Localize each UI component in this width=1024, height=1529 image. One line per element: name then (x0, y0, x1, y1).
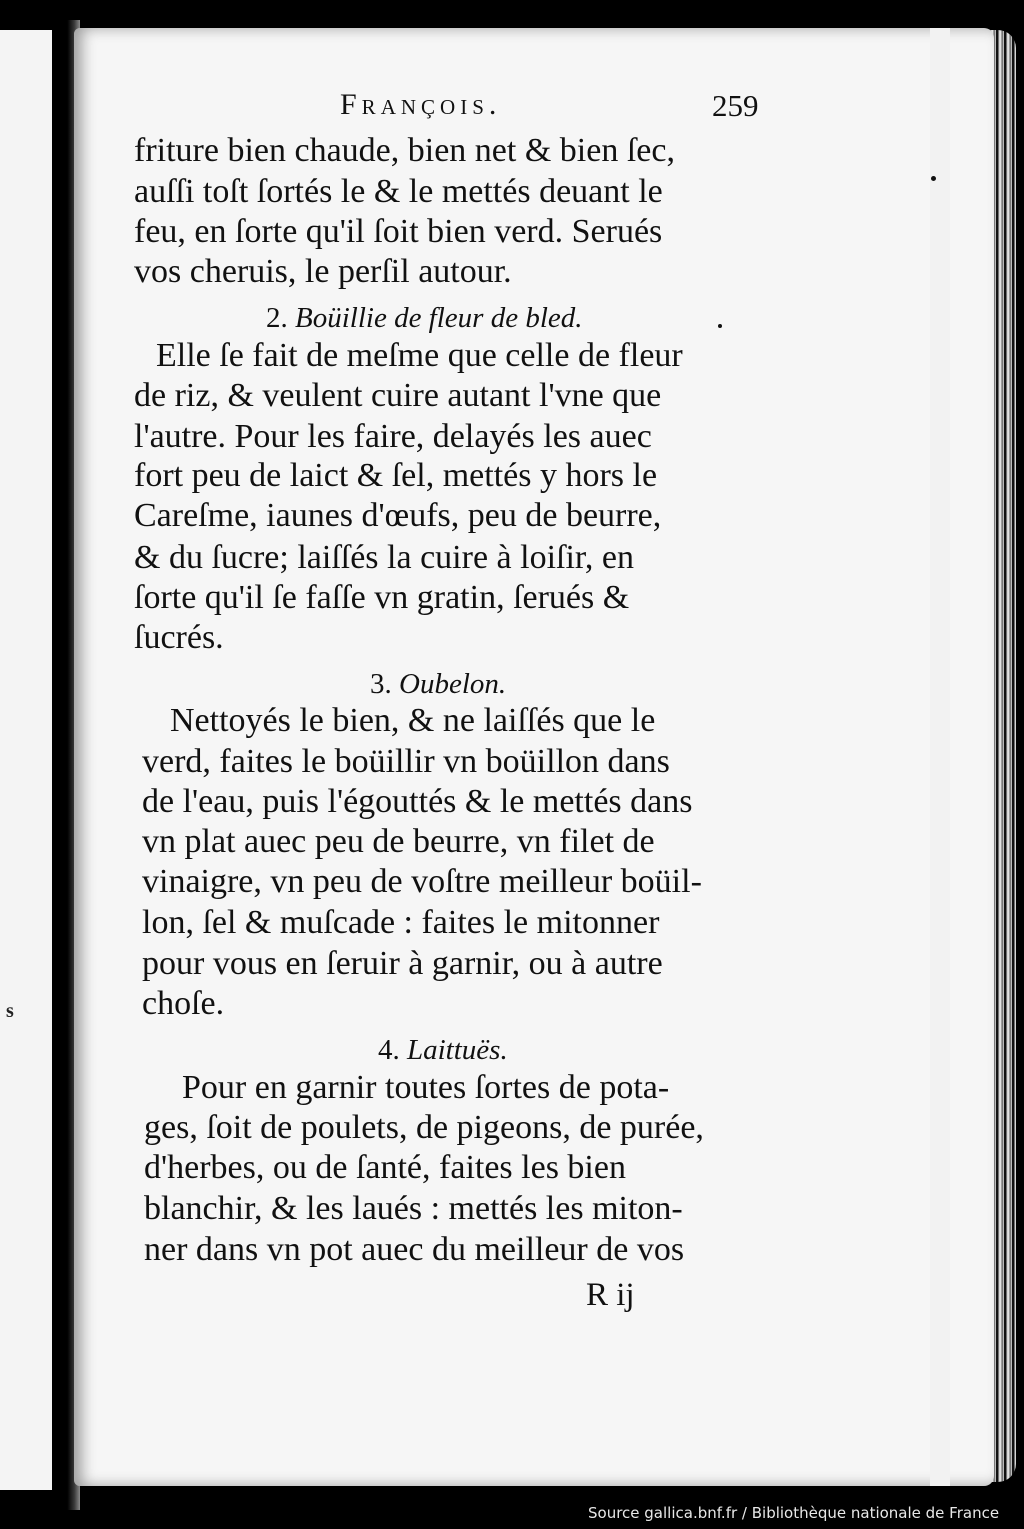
text-line: Nettoyés le bien, & ne laiſſés que le (170, 702, 656, 739)
section-heading (370, 664, 506, 704)
text-line: ner dans vn pot auec du meilleur de vos (144, 1231, 685, 1268)
previous-page-letter: s (6, 1000, 14, 1022)
section-title: Boüillie de fleur de bled. (295, 302, 583, 334)
text-line: Elle ſe fait de meſme que celle de fleur (156, 337, 683, 374)
speck (931, 176, 936, 181)
speck (718, 324, 722, 328)
signature-mark: R ij (586, 1277, 635, 1313)
section-number: 3. (370, 668, 392, 700)
source-credit: Source gallica.bnf.fr / Bibliothèque nationale de France (588, 1504, 1000, 1522)
text-line: auſſi toſt ſortés le & le mettés deuant le (134, 173, 663, 210)
text-line: & du ſucre; laiſſés la cuire à loiſir, en (134, 539, 634, 576)
section-number: 2. (266, 302, 288, 334)
previous-page-edge (0, 30, 52, 1490)
text-line: lon, ſel & muſcade : faites le mitonner (142, 904, 660, 941)
page-edge-shade (930, 28, 950, 1486)
text-line: ges, ſoit de poulets, de pigeons, de purée, (144, 1109, 704, 1146)
section-title: Oubelon. (399, 668, 507, 700)
page-number: 259 (712, 88, 759, 123)
section-heading (378, 1030, 508, 1070)
text-line: d'herbes, ou de ſanté, faites les bien (144, 1149, 626, 1186)
section-number: 4. (378, 1034, 400, 1066)
text-line: vn plat auec peu de beurre, vn filet de (142, 823, 655, 860)
text-line: feu, en ſorte qu'il ſoit bien verd. Serués (134, 213, 663, 250)
text-line: ſucrés. (134, 619, 224, 656)
text-line: de riz, & veulent cuire autant l'vne que (134, 377, 662, 414)
text-line: pour vous en ſeruir à garnir, ou à autre (142, 945, 663, 982)
text-line: choſe. (142, 985, 225, 1022)
text-line: l'autre. Pour les faire, delayés les auec (134, 418, 652, 455)
text-line: fort peu de laict & ſel, mettés y hors le (134, 457, 658, 494)
text-line: verd, faites le boüillir vn boüillon dans (142, 743, 670, 780)
text-line: blanchir, & les laués : mettés les miton- (144, 1190, 683, 1227)
text-line: friture bien chaude, bien net & bien ſec, (134, 132, 675, 169)
section-title: Laittuës. (407, 1034, 508, 1066)
text-line: Careſme, iaunes d'œufs, peu de beurre, (134, 497, 662, 534)
text-line: vinaigre, vn peu de voſtre meilleur boüil- (142, 863, 702, 900)
text-line: de l'eau, puis l'égouttés & le mettés dans (142, 783, 693, 820)
section-heading (266, 298, 583, 338)
running-head (0, 88, 1024, 128)
running-title: François. (340, 88, 502, 121)
text-line: vos cheruis, le perſil autour. (134, 253, 512, 290)
text-line: Pour en garnir toutes ſortes de pota- (182, 1069, 670, 1106)
text-line: ſorte qu'il ſe faſſe vn gratin, ſerués & (134, 579, 630, 616)
